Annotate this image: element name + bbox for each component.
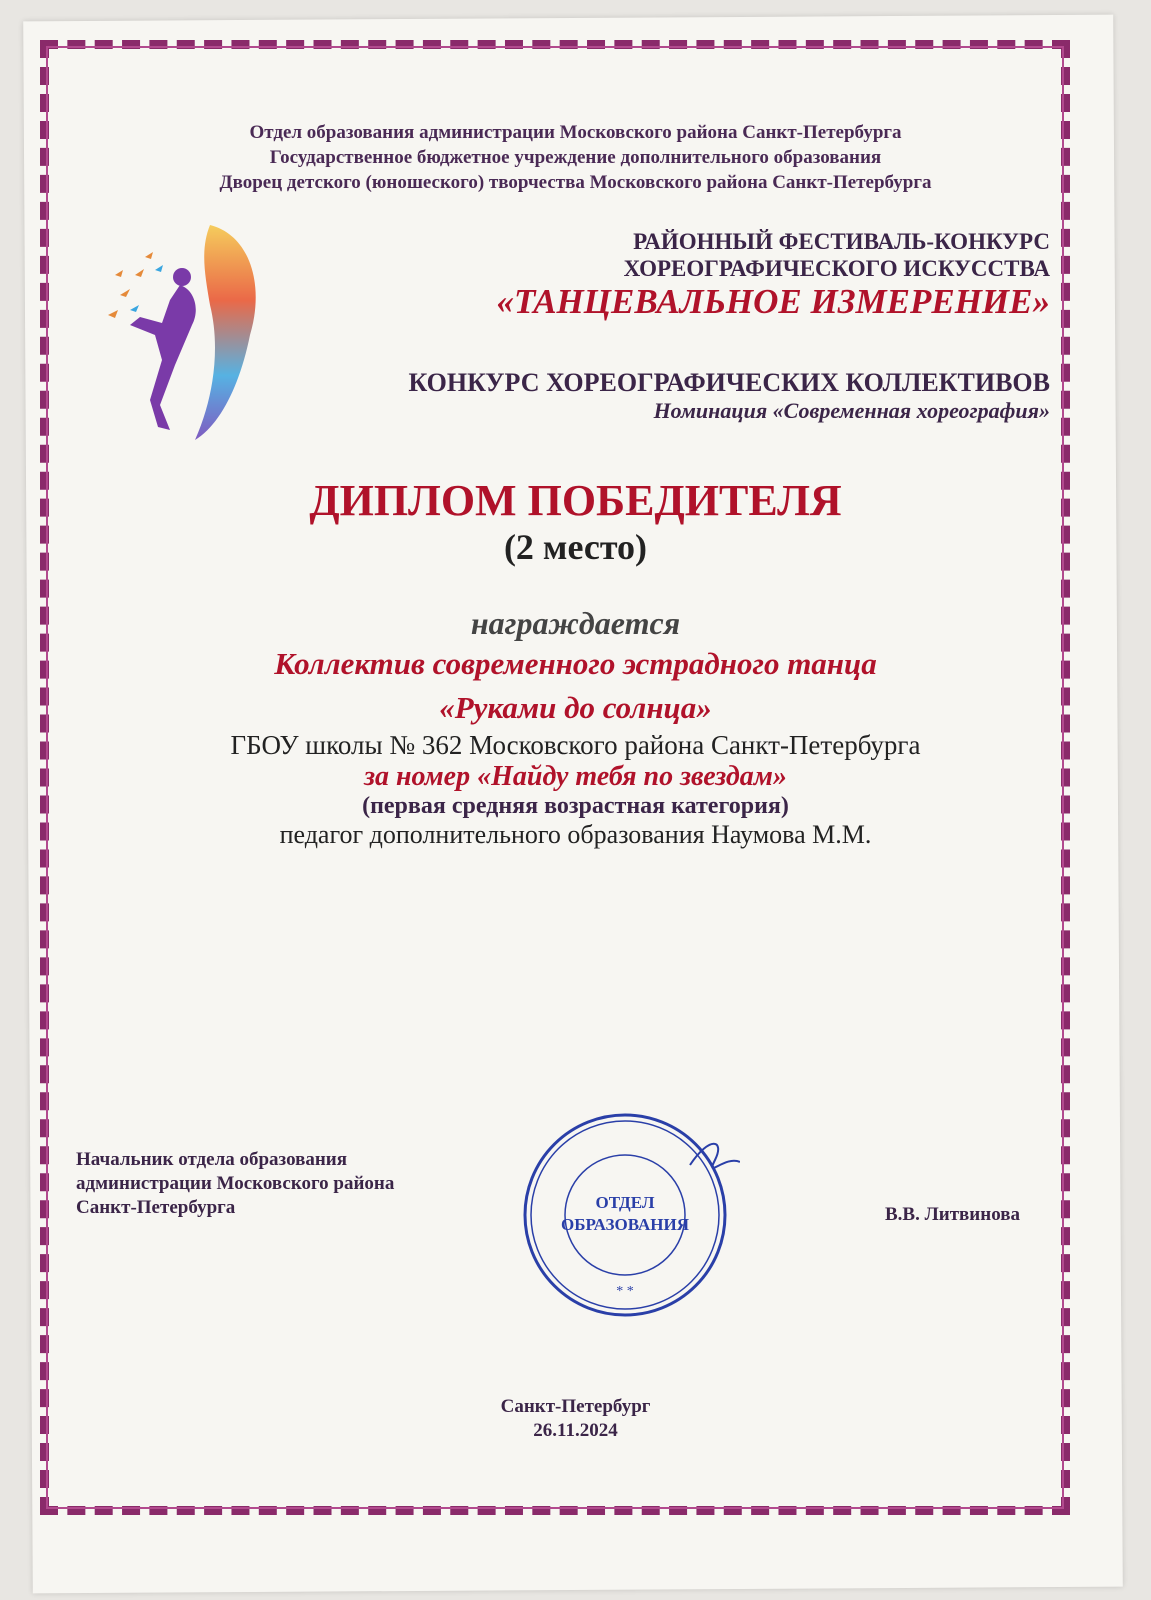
performance-number: за номер «Найду тебя по звездам» — [364, 761, 787, 792]
nomination: Номинация «Современная хореография» — [653, 398, 1050, 423]
organization-header — [0, 120, 1151, 195]
header-line-2: Государственное бюджетное учреждение дополнительного образования — [269, 147, 882, 168]
award-block — [0, 605, 1151, 850]
diploma-title: ДИПЛОМ ПОБЕДИТЕЛЯ — [309, 476, 842, 525]
festival-title — [320, 228, 1050, 322]
svg-text:* *: * * — [616, 1284, 634, 1299]
collective-name-line-1: Коллектив современного эстрадного танца — [274, 646, 877, 681]
age-category: (первая средняя возрастная категория) — [362, 793, 789, 819]
festival-name: «ТАНЦЕВАЛЬНОЕ ИЗМЕРЕНИЕ» — [496, 282, 1050, 321]
dancer-logo — [100, 215, 280, 445]
stamp-center-line-1: ОТДЕЛ — [595, 1193, 655, 1212]
header-line-1: Отдел образования администрации Московского района Санкт-Петербурга — [249, 122, 902, 143]
footer-date: 26.11.2024 — [533, 1420, 618, 1441]
contest-title: КОНКУРС ХОРЕОГРАФИЧЕСКИХ КОЛЛЕКТИВОВ — [408, 368, 1050, 397]
position-line-1: Начальник отдела образования — [76, 1149, 348, 1170]
official-stamp — [510, 1100, 740, 1330]
festival-line-2: ХОРЕОГРАФИЧЕСКОГО ИСКУССТВА — [623, 256, 1050, 281]
collective-name-line-2: «Руками до солнца» — [439, 690, 712, 725]
diploma-title-block — [0, 475, 1151, 568]
contest-block — [320, 368, 1050, 424]
teacher-name: педагог дополнительного образования Наумова М.М. — [279, 820, 872, 849]
diploma-place: (2 место) — [503, 527, 648, 567]
school-name: ГБОУ школы № 362 Московского района Санкт-Петербурга — [230, 730, 921, 760]
position-line-2: администрации Московского района — [76, 1173, 395, 1194]
header-line-3: Дворец детского (юношеского) творчества Московского района Санкт-Петербурга — [219, 172, 932, 193]
footer — [0, 1395, 1151, 1443]
footer-city: Санкт-Петербург — [500, 1396, 651, 1417]
stamp-center-line-2: ОБРАЗОВАНИЯ — [561, 1215, 689, 1234]
position-line-3: Санкт-Петербурга — [76, 1197, 236, 1218]
awarded-label: награждается — [470, 605, 681, 641]
signatory-position — [76, 1148, 394, 1220]
signatory-name: В.В. Литвинова — [885, 1204, 1020, 1225]
festival-line-1: РАЙОННЫЙ ФЕСТИВАЛЬ-КОНКУРС — [633, 229, 1050, 254]
